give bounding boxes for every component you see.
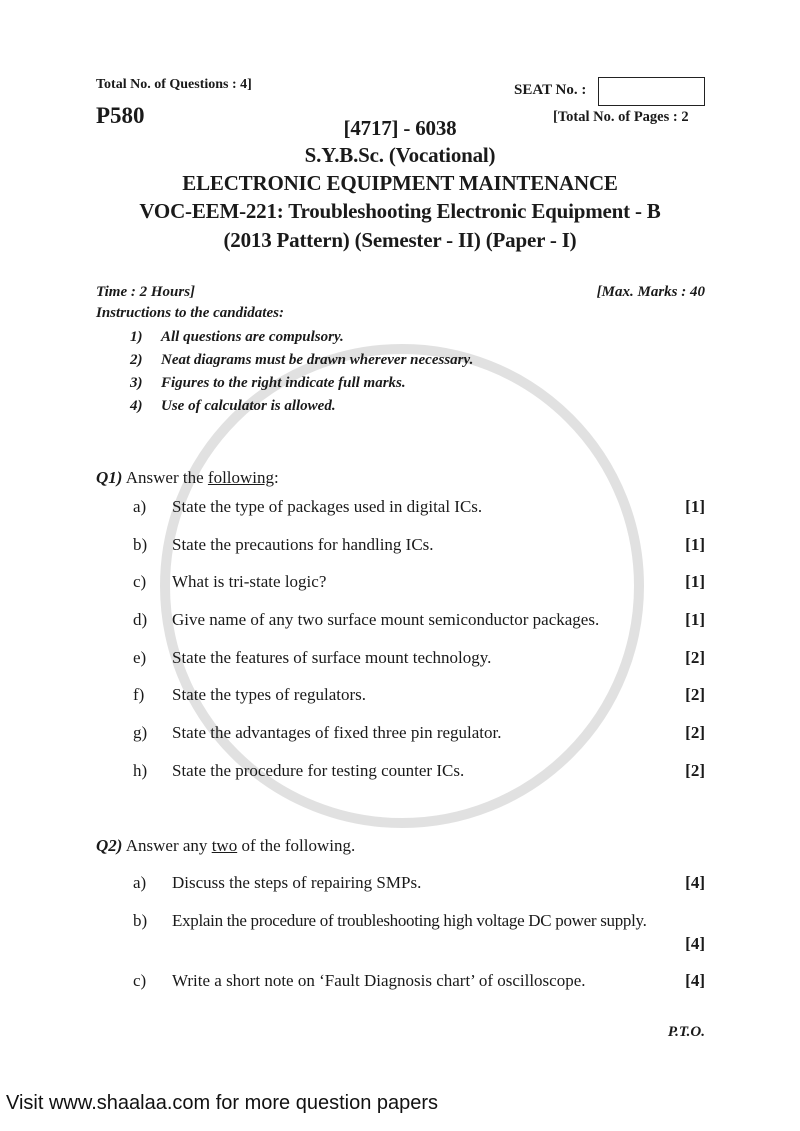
footer-link[interactable]: Visit www.shaalaa.com for more question papers — [6, 1092, 439, 1114]
q2-prefix: Answer any — [122, 836, 212, 855]
q2-suffix: of the following. — [237, 836, 356, 855]
item-text: Explain the procedure of troubleshooting high voltage DC power supply. — [172, 911, 647, 930]
item-letter: a) — [133, 873, 147, 892]
seat-no-box — [598, 77, 705, 106]
instruction-num: 1) — [130, 329, 143, 345]
item-text: Give name of any two surface mount semiconductor packages. — [172, 610, 600, 629]
instruction-text: All questions are compulsory. — [161, 329, 344, 345]
instructions-title: Instructions to the candidates: — [96, 305, 284, 321]
item-letter: e) — [133, 648, 147, 667]
paper-title: VOC-EEM-221: Troubleshooting Electronic Equipment - B — [139, 199, 661, 223]
pto: P.T.O. — [667, 1024, 705, 1040]
item-text: State the advantages of fixed three pin regulator. — [172, 723, 502, 742]
q1-heading — [96, 468, 279, 488]
item-marks: [4] — [685, 971, 705, 990]
item-marks: [2] — [685, 761, 705, 780]
q2-label: Q2) — [96, 836, 123, 855]
instruction-num: 4) — [130, 398, 143, 414]
instruction-num: 3) — [130, 375, 143, 391]
max-marks: [Max. Marks : 40 — [596, 284, 705, 300]
item-text: State the procedure for testing counter ICs. — [172, 761, 465, 780]
item-letter: h) — [133, 761, 148, 780]
item-marks: [1] — [685, 535, 705, 554]
item-marks: [2] — [685, 648, 705, 667]
item-marks: [1] — [685, 497, 705, 516]
item-marks: [4] — [685, 873, 705, 892]
item-text: Write a short note on ‘Fault Diagnosis chart’ of oscilloscope. — [172, 971, 586, 990]
item-letter: c) — [133, 971, 147, 990]
instruction-text: Neat diagrams must be drawn wherever necessary. — [161, 352, 474, 368]
item-marks: [4] — [685, 934, 705, 953]
pattern: (2013 Pattern) (Semester - II) (Paper - I) — [223, 228, 577, 252]
time: Time : 2 Hours] — [96, 284, 196, 300]
instruction-text: Use of calculator is allowed. — [161, 398, 336, 414]
total-pages: [Total No. of Pages : 2 — [553, 109, 689, 125]
q1-underlined: following — [207, 468, 275, 487]
item-letter: c) — [133, 572, 147, 591]
item-letter: f) — [133, 685, 145, 704]
item-letter: g) — [133, 723, 148, 742]
item-letter: d) — [133, 610, 148, 629]
instruction-num: 2) — [130, 352, 143, 368]
item-marks: [1] — [685, 610, 705, 629]
item-marks: [2] — [685, 685, 705, 704]
exam-code: [4717] - 6038 — [343, 116, 457, 140]
total-questions: Total No. of Questions : 4] — [96, 77, 252, 92]
item-text: What is tri-state logic? — [172, 572, 327, 591]
item-marks: [1] — [685, 572, 705, 591]
item-letter: b) — [133, 535, 148, 554]
course: S.Y.B.Sc. (Vocational) — [304, 143, 496, 167]
q1-label: Q1) — [96, 468, 123, 487]
item-text: State the features of surface mount technology. — [172, 648, 492, 667]
q1-suffix: : — [274, 468, 279, 487]
q1-prefix: Answer the — [122, 468, 208, 487]
item-text: State the type of packages used in digital ICs. — [172, 497, 483, 516]
seat-no-label: SEAT No. : — [514, 82, 587, 98]
item-text: State the types of regulators. — [172, 685, 367, 704]
paper-code: P580 — [96, 103, 145, 128]
instruction-text: Figures to the right indicate full marks. — [161, 375, 406, 391]
item-letter: a) — [133, 497, 147, 516]
item-marks: [2] — [685, 723, 705, 742]
item-text: State the precautions for handling ICs. — [172, 535, 434, 554]
item-text: Discuss the steps of repairing SMPs. — [172, 873, 422, 892]
item-letter: b) — [133, 911, 148, 930]
subject: ELECTRONIC EQUIPMENT MAINTENANCE — [182, 171, 618, 195]
q2-underlined: two — [211, 836, 238, 855]
q2-heading — [96, 836, 355, 856]
